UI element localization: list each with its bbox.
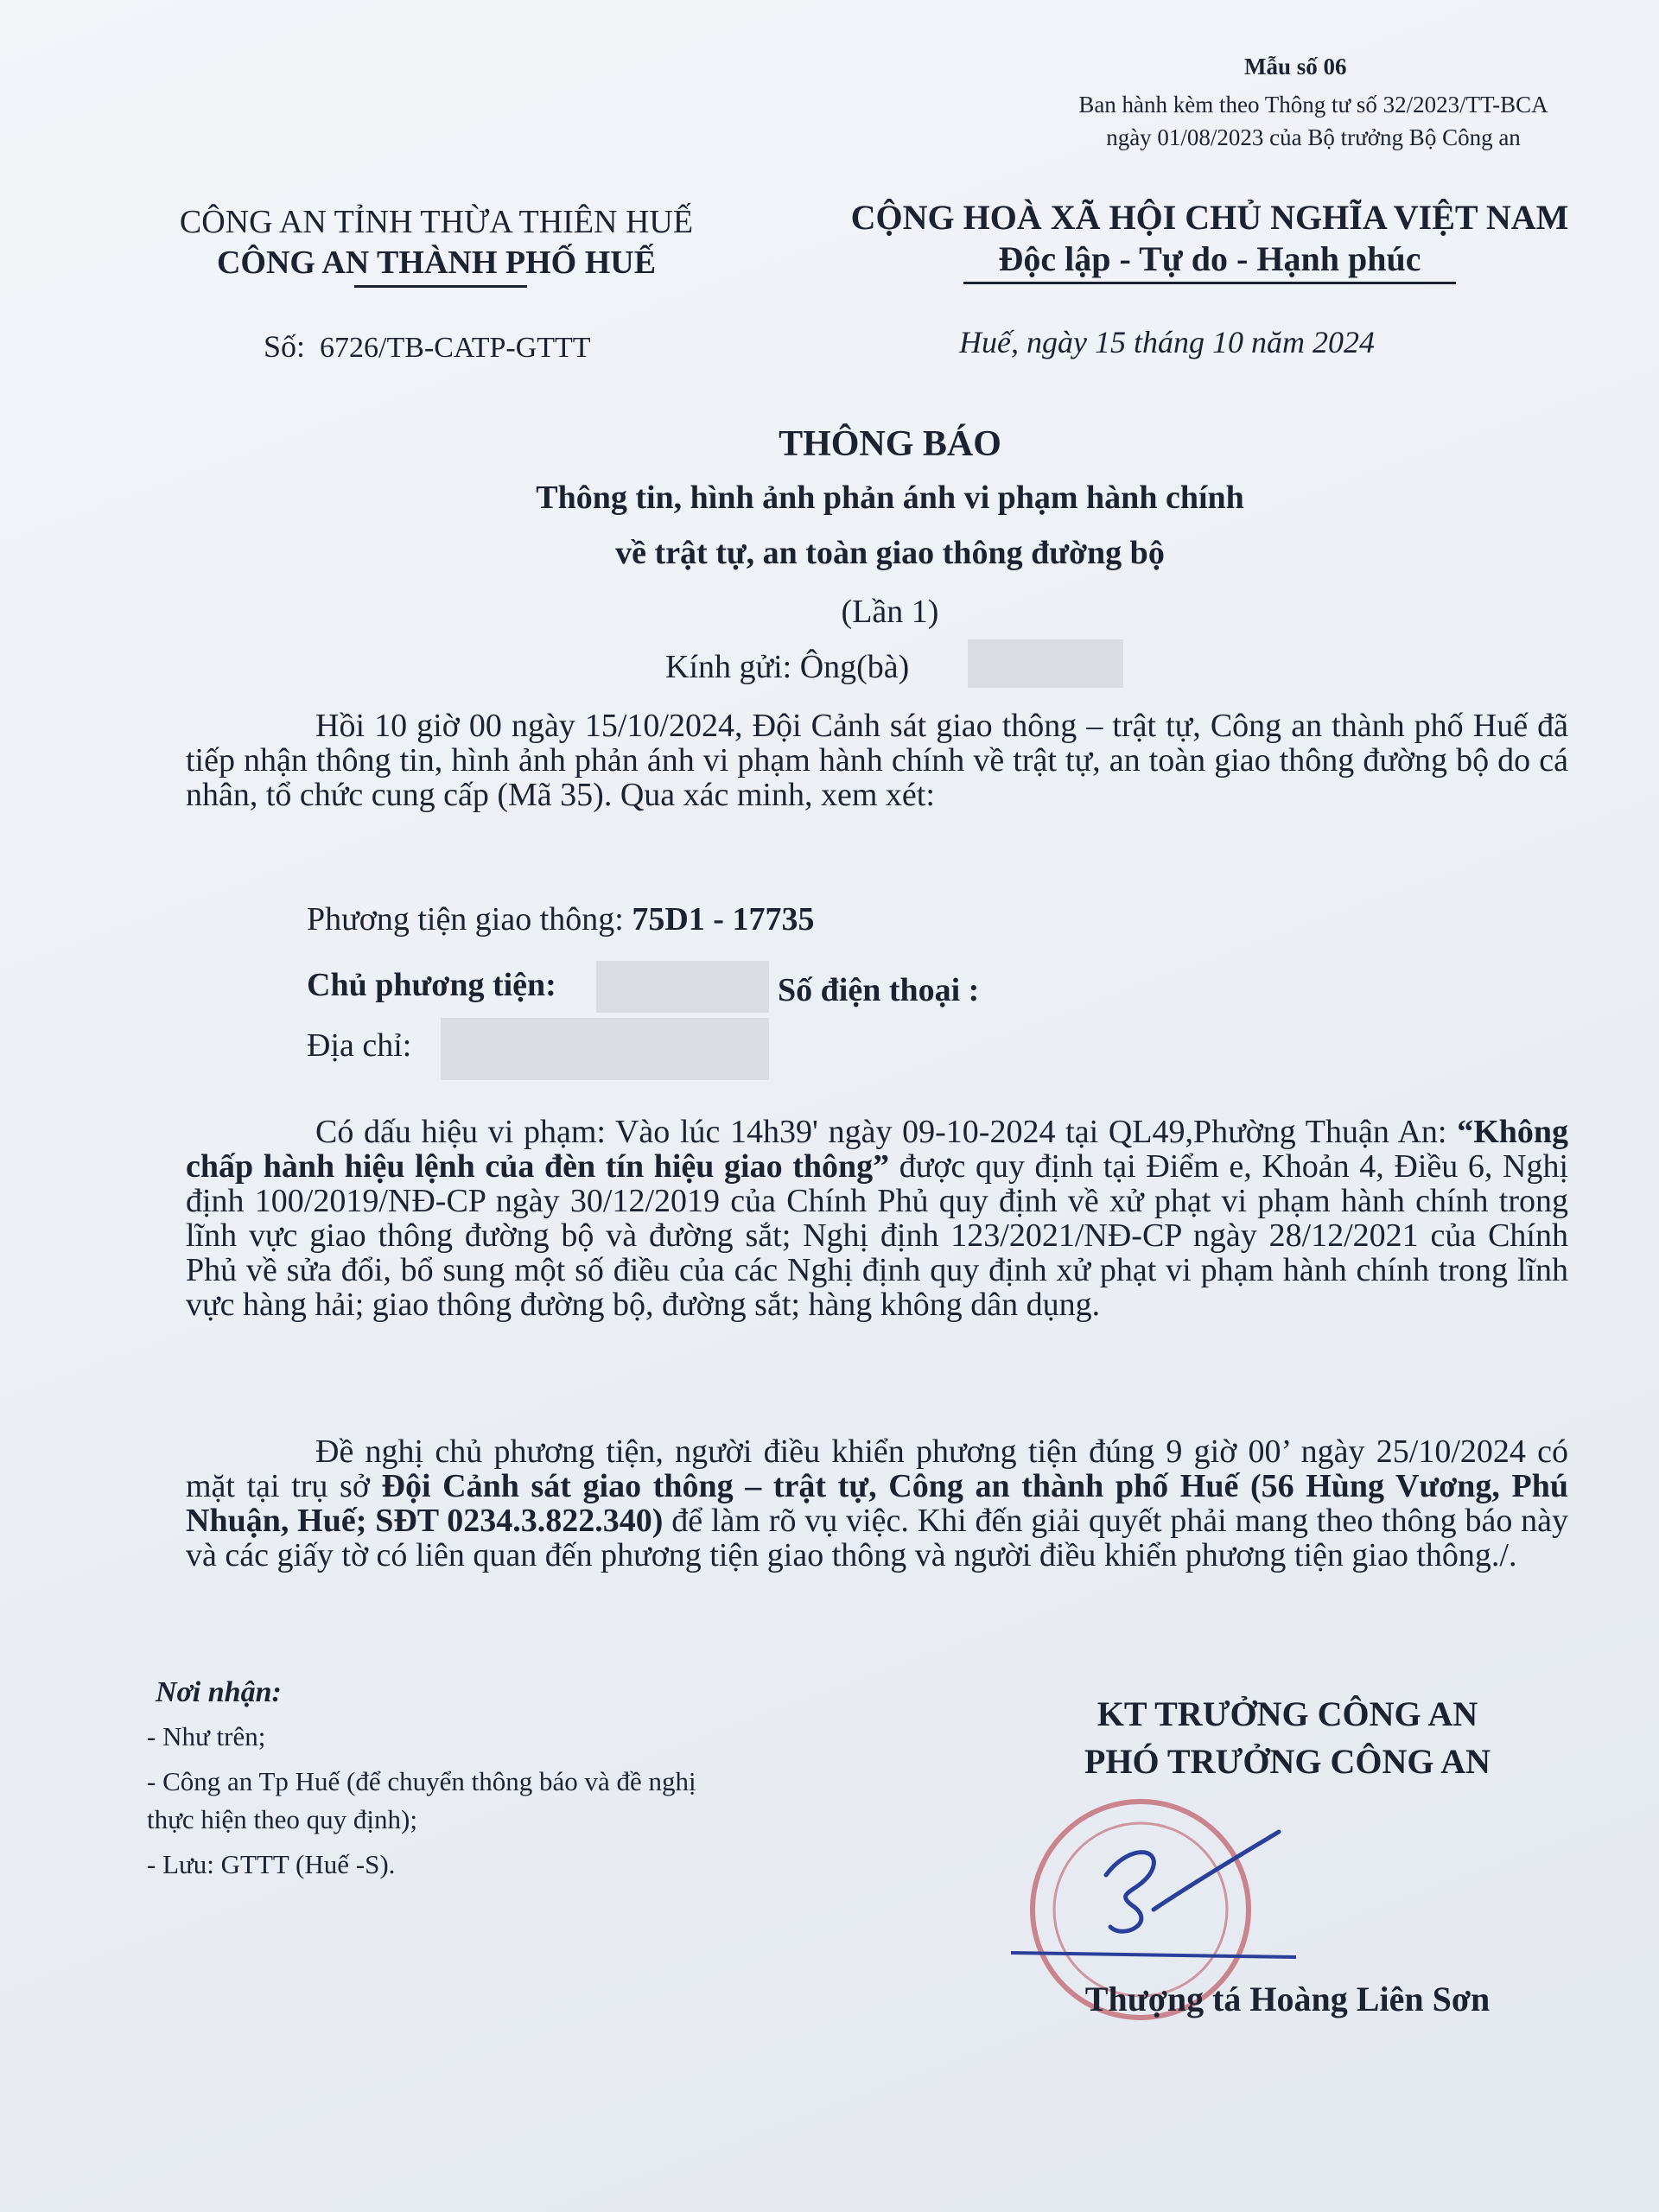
form-issuance-note <box>1037 88 1590 154</box>
document-number-value: 6726/TB-CATP-GTTT <box>320 332 591 364</box>
vehicle-label: Phương tiện giao thông: <box>307 901 624 938</box>
recipient-item: - Như trên; <box>147 1721 266 1751</box>
summons-location: Đội Cảnh sát giao thông – trật tự, Công an thành phố Huế (56 Hùng Vương, Phú Nhuận, Huế; SĐT 0234.3.822.340) <box>186 1468 1568 1539</box>
paragraph-intro <box>186 709 1568 812</box>
signature-scribble <box>1106 1832 1279 1931</box>
violation-text-end: được quy định tại Điểm e, Khoản 4, Điều 6, Nghị định 100/2019/NĐ-CP ngày 30/12/2019 của Chính Phủ quy định về xử phạt vi phạm hành chính trong lĩnh vực giao thông đường bộ và đường sắt; Nghị định 123/2021/NĐ-CP ngày 28/12/2021 của Chính Phủ về sửa đổi, bổ sung một số điều của các Nghị định quy định xử phạt vi phạm hành chính trong lĩnh vực hàng hải; giao thông đường bộ, đường sắt; hàng không dân dụng. <box>186 1148 1569 1323</box>
signature-title-1: KT TRƯỞNG CÔNG AN <box>1096 1694 1478 1733</box>
agency-name: CÔNG AN THÀNH PHỐ HUẾ <box>216 245 657 281</box>
agency-underline <box>354 285 527 288</box>
summons-text-start: Đề nghị chủ phương tiện, người điều khiển phương tiện đúng 9 giờ 00’ ngày 25/10/2024 có mặt tại trụ sở <box>186 1433 1568 1504</box>
issuance-line-1: Ban hành kèm theo Thông tư số 32/2023/TT-BCA <box>1078 92 1548 118</box>
signer-name: Thượng tá Hoàng Liên Sơn <box>1084 1980 1491 2018</box>
form-number: Mẫu số 06 <box>1244 54 1347 79</box>
signature-title-2: PHÓ TRƯỞNG CÔNG AN <box>1084 1742 1491 1781</box>
redaction-block <box>968 639 1123 688</box>
vehicle-field <box>307 900 814 938</box>
address-field: Địa chỉ: <box>307 1027 412 1064</box>
recipient-item: - Lưu: GTTT (Huế -S). <box>147 1849 396 1879</box>
document-subtitle-1: Thông tin, hình ảnh phản ánh vi phạm hành chính <box>536 480 1244 516</box>
recipient-item: thực hiện theo quy định); <box>147 1804 417 1834</box>
signature-line <box>1011 1953 1296 1957</box>
violation-text-start: Có dấu hiệu vi phạm: Vào lúc 14h39' ngày 09-10-2024 tại QL49,Phường Thuận An: <box>315 1114 1447 1150</box>
violation-description: “Không chấp hành hiệu lệnh của đèn tín hiệu giao thông” <box>186 1114 1569 1185</box>
recipients-title: Nơi nhận: <box>156 1676 282 1708</box>
notice-count: (Lần 1) <box>841 594 939 630</box>
recipient-item: - Công an Tp Huế (để chuyển thông báo và đề nghị <box>147 1766 696 1796</box>
national-title: CỘNG HOÀ XÃ HỘI CHỦ NGHĨA VIỆT NAM <box>850 198 1569 237</box>
paragraph-summons <box>186 1434 1568 1573</box>
stamp-inner-ring <box>1054 1823 1227 1996</box>
motto-underline <box>963 282 1456 284</box>
recipient-line: Kính gửi: Ông(bà) <box>665 649 910 685</box>
document-number-label: Số: <box>264 329 306 364</box>
intro-text: Hồi 10 giờ 00 ngày 15/10/2024, Đội Cảnh sát giao thông – trật tự, Công an thành phố Huế đã tiếp nhận thông tin, hình ảnh phản ánh vi phạm hành chính về trật tự, an toàn giao thông đường bộ do cá nhân, tổ chức cung cấp (Mã 35). Qua xác minh, xem xét: <box>186 708 1568 813</box>
owner-field: Chủ phương tiện: <box>307 967 556 1003</box>
document-number <box>264 328 591 365</box>
document-date: Huế, ngày 15 tháng 10 năm 2024 <box>959 325 1375 359</box>
redaction-block <box>596 961 769 1013</box>
national-motto: Độc lập - Tự do - Hạnh phúc <box>998 239 1421 278</box>
redaction-block <box>441 1018 769 1080</box>
document-title: THÔNG BÁO <box>779 424 1001 464</box>
document-subtitle-2: về trật tự, an toàn giao thông đường bộ <box>615 535 1165 571</box>
summons-text-end: để làm rõ vụ việc. Khi đến giải quyết phải mang theo thông báo này và các giấy tờ có liên quan đến phương tiện giao thông và người điều khiển phương tiện giao thông./. <box>186 1503 1569 1573</box>
phone-label: Số điện thoại : <box>778 972 980 1008</box>
issuance-line-2: ngày 01/08/2023 của Bộ trưởng Bộ Công an <box>1106 124 1521 150</box>
paragraph-violation <box>186 1115 1568 1322</box>
agency-parent: CÔNG AN TỈNH THỪA THIÊN HUẾ <box>179 204 694 240</box>
vehicle-plate: 75D1 - 17735 <box>632 901 815 938</box>
